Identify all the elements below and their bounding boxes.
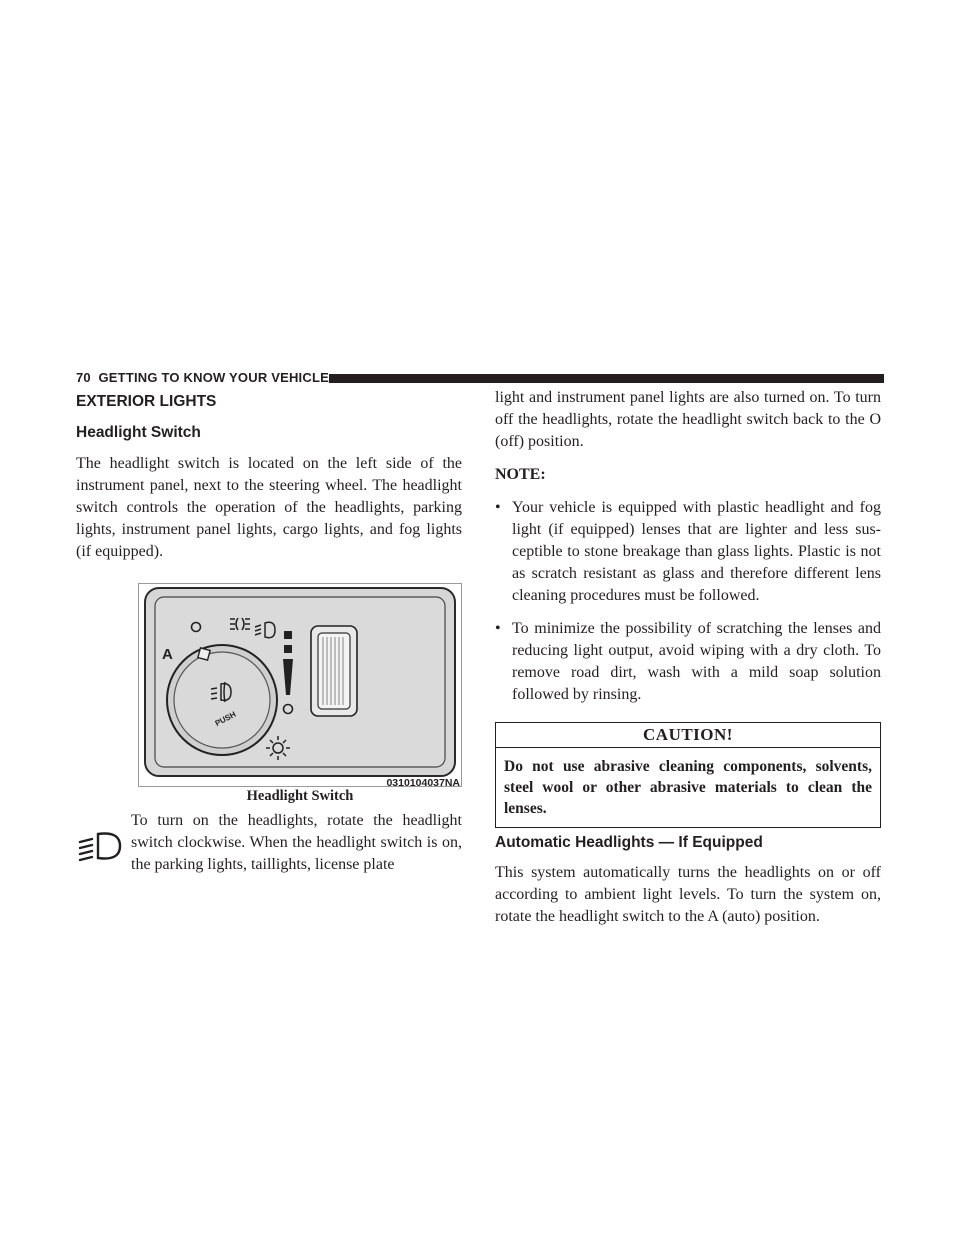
list-item [495,497,881,607]
list-item [495,618,881,706]
page-header [76,370,884,386]
figure-caption: Headlight Switch [246,788,354,804]
auto-headlights-heading: Automatic Headlights — If Equipped [495,834,763,851]
header-label [76,370,329,386]
intro-paragraph: The headlight switch is located on the left side of the instrument panel, next to the steering wheel. The headlight switch controls the operation of the headlights, parking lights, instrument panel lights, cargo lights, and fog lights (if equipped). [76,455,462,560]
figure-code: 0310104037NA [386,777,460,789]
left-column [76,392,462,876]
subsection-heading: Headlight Switch [76,424,201,441]
turn-on-paragraph [76,810,462,876]
section-title: GETTING TO KNOW YOUR VEHICLE [98,370,329,385]
headlight-switch-illustration [138,583,462,787]
caution-box [495,722,881,828]
headlight-icon [76,828,124,862]
right-column [495,389,881,928]
header-rule [329,374,884,383]
svg-text:PUSH: PUSH [213,709,238,729]
svg-text:A: A [162,646,173,663]
bullet: • [495,620,501,637]
headlight-switch-figure [138,583,462,787]
note-label: NOTE: [495,466,546,483]
note-list [495,497,881,706]
caution-title: CAUTION! [496,723,880,748]
bullet-text: To minimize the possibility of scratching the lenses and reducing light output, avoid wiping with a dry cloth. To remove road dirt, wash with a mild soap solution followed by rinsing. [512,620,881,703]
continuation-paragraph: light and instrument panel lights are also turned on. To turn off the headlights, rotate the headlight switch back to the O (off) position. [495,389,881,450]
bullet: • [495,499,501,516]
bullet-text: Your vehicle is equipped with plastic headlight and fog light (if equipped) lenses that are lighter and less sus- ceptible to stone breakage than glass lights. Plastic is not as scratch resistant as glass and therefore different lens cleaning procedures must be followed. [512,499,881,604]
section-heading: EXTERIOR LIGHTS [76,393,217,410]
page-number: 70 [76,370,91,385]
caution-text: Do not use abrasive cleaning components, solvents, steel wool or other abrasive materials to clean the lenses. [504,758,872,817]
turn-on-text: To turn on the headlights, rotate the headlight switch clockwise. When the headlight switch is on, the parking lights, taillights, license plate [131,812,462,873]
auto-headlights-paragraph: This system automatically turns the headlights on or off according to ambient light levels. To turn the system on, rotate the headlight switch to the A (auto) position. [495,864,881,925]
